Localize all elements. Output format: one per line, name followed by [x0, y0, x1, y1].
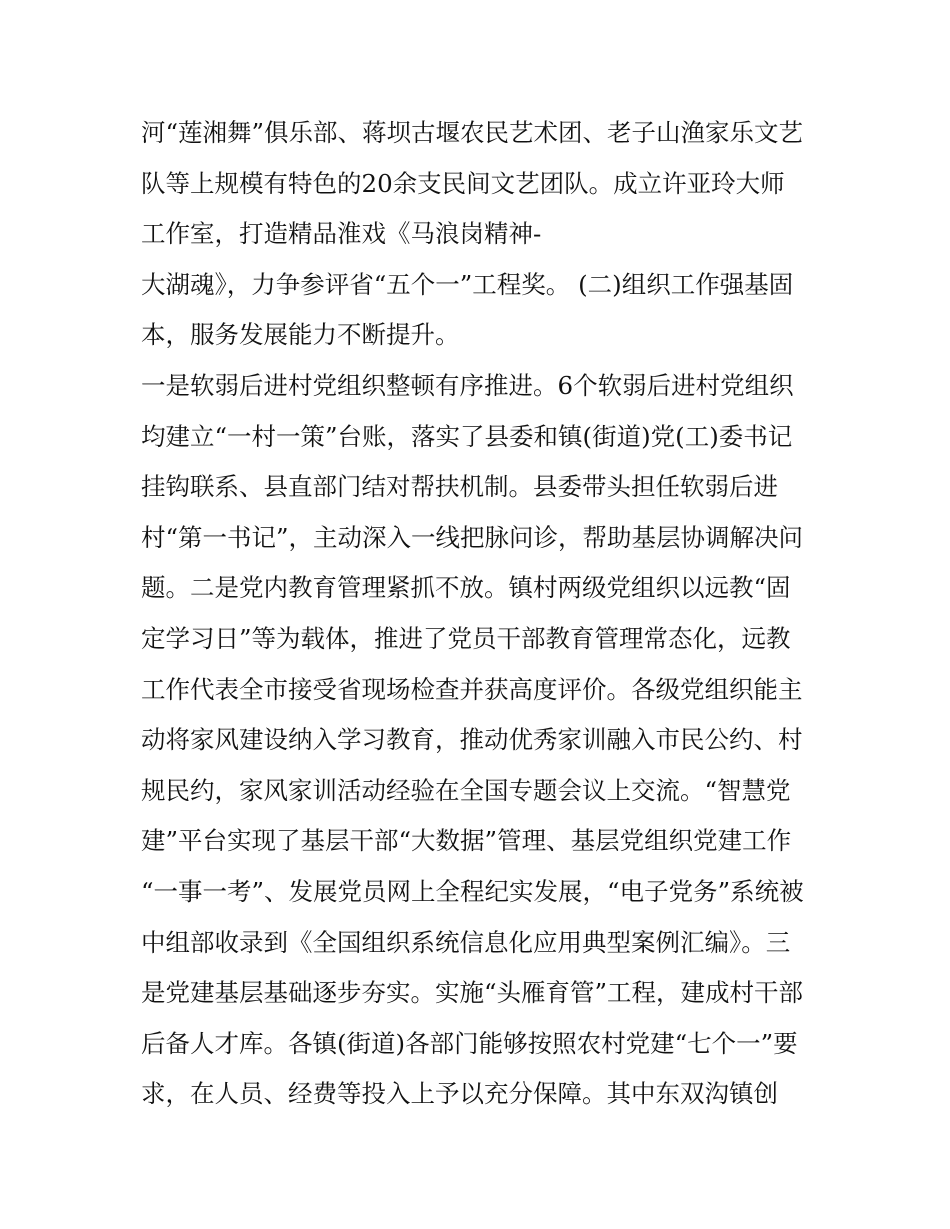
text-line: “一事一考”、发展党员网上全程纪实发展，“电子党务”系统被 — [141, 876, 804, 906]
text-line: 均建立“一村一策”台账，落实了县委和镇(街道)党(工)委书记 — [141, 421, 793, 451]
text-line: 工作室，打造精品淮戏《马浪岗精神- — [141, 219, 542, 249]
text-line: 本，服务发展能力不断提升。 — [141, 320, 460, 350]
text-line: 后备人才库。各镇(街道)各部门能够按照农村党建“七个一”要 — [141, 1028, 798, 1058]
text-line: 定学习日”等为载体，推进了党员干部教育管理常态化，远教 — [141, 623, 791, 653]
text-line: 是党建基层基础逐步夯实。实施“头雁育管”工程，建成村干部 — [141, 978, 804, 1008]
text-line: 动将家风建设纳入学习教育，推动优秀家训融入市民公约、村 — [141, 725, 803, 755]
text-line: 挂钩联系、县直部门结对帮扶机制。县委带头担任软弱后进 — [141, 472, 778, 502]
text-line: 建”平台实现了基层干部“大数据”管理、基层党组织党建工作 — [141, 826, 792, 856]
text-line: 求，在人员、经费等投入上予以充分保障。其中东双沟镇创 — [141, 1079, 778, 1109]
text-line: 大湖魂》，力争参评省“五个一”工程奖。 (二)组织工作强基固 — [141, 269, 794, 299]
text-line: 题。二是党内教育管理紧抓不放。镇村两级党组织以远教“固 — [141, 573, 791, 603]
text-line: 村“第一书记”，主动深入一线把脉问诊，帮助基层协调解决问 — [141, 522, 804, 552]
text-line: 中组部收录到《全国组织系统信息化应用典型案例汇编》。三 — [141, 927, 791, 957]
body-text — [141, 108, 821, 1120]
text-line: 队等上规模有特色的20余支民间文艺团队。成立许亚玲大师 — [141, 168, 785, 198]
text-line: 一是软弱后进村党组织整顿有序推进。6个软弱后进村党组织 — [141, 370, 794, 400]
text-line: 工作代表全市接受省现场检查并获高度评价。各级党组织能主 — [141, 674, 803, 704]
text-line: 河“莲湘舞”俱乐部、蒋坝古堰农民艺术团、老子山渔家乐文艺 — [141, 118, 804, 147]
text-line: 规民约，家风家训活动经验在全国专题会议上交流。“智慧党 — [141, 775, 791, 805]
